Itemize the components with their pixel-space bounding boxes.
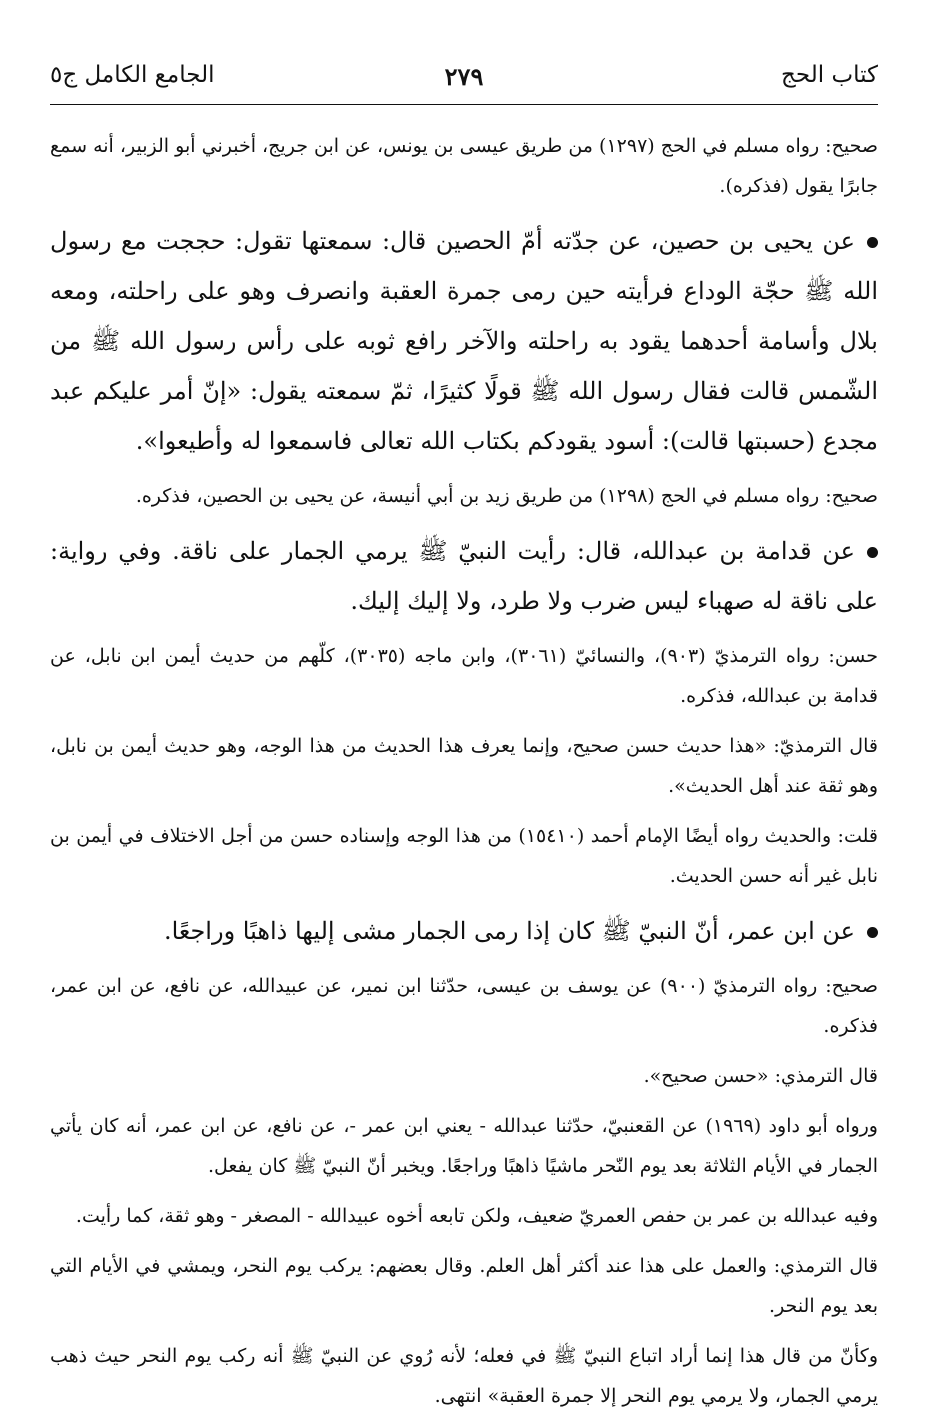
bullet-icon bbox=[867, 237, 878, 248]
paragraph-commentary: قال الترمذيّ: «هذا حديث حسن صحيح، وإنما يعرف هذا الحديث من هذا الوجه، وهو حديث أيمن بن نابل، وهو ثقة عند أهل الحديث». bbox=[50, 735, 878, 797]
bullet-icon bbox=[867, 927, 878, 938]
paragraph-commentary: قلت: والحديث رواه أيضًا الإمام أحمد (١٥٤١٠) من هذا الوجه وإسناده حسن من أجل الاختلاف في أيمن بن نابل غير أنه حسن الحديث. bbox=[50, 825, 878, 887]
paragraph-commentary: قال الترمذي: «حسن صحيح». bbox=[643, 1065, 878, 1087]
header-rule bbox=[50, 104, 878, 105]
paragraph-hadith bbox=[50, 216, 878, 466]
paragraph-commentary: ورواه أبو داود (١٩٦٩) عن القعنبيّ، حدّثنا عبدالله - يعني ابن عمر -، عن نافع، عن ابن عمر، أنه كان يأتي الجمار في الأيام الثلاثة بعد يوم النّحر ماشيًا ذاهبًا وراجعًا. ويخبر أنّ النبيّ ﷺ كان يفعل. bbox=[50, 1115, 878, 1177]
paragraph-commentary: قال الترمذي: والعمل على هذا عند أكثر أهل العلم. وقال بعضهم: يركب يوم النحر، ويمشي في الأيام التي بعد يوم النحر. bbox=[50, 1255, 878, 1317]
paragraph-commentary: وكأنّ من قال هذا إنما أراد اتباع النبيّ ﷺ في فعله؛ لأنه رُوي عن النبيّ ﷺ أنه ركب يوم النحر حيث ذهب يرمي الجمار، ولا يرمي يوم النحر إلا جمرة العقبة» انتهى. bbox=[50, 1345, 878, 1407]
paragraph-takhrij: صحيح: رواه مسلم في الحج (١٢٩٧) من طريق عيسى بن يونس، عن ابن جريج، أخبرني أبو الزبير، أنه سمع جابرًا يقول (فذكره). bbox=[50, 135, 878, 197]
section-title: كتاب الحج bbox=[781, 62, 878, 88]
page-header bbox=[50, 62, 878, 102]
bullet-icon bbox=[867, 547, 878, 558]
hadith-text: عن ابن عمر، أنّ النبيّ ﷺ كان إذا رمى الجمار مشى إليها ذاهبًا وراجعًا. bbox=[163, 917, 855, 945]
paragraph-commentary: وفيه عبدالله بن عمر بن حفص العمريّ ضعيف، ولكن تابعه أخوه عبيدالله - المصغر - وهو ثقة، كما رأيت. bbox=[75, 1205, 878, 1227]
paragraph-hadith bbox=[50, 526, 878, 626]
paragraph-takhrij: صحيح: رواه الترمذيّ (٩٠٠) عن يوسف بن عيسى، حدّثنا ابن نمير، عن عبيدالله، عن نافع، عن ابن عمر، فذكره. bbox=[50, 975, 878, 1037]
paragraph-takhrij: صحيح: رواه مسلم في الحج (١٢٩٨) من طريق زيد بن أبي أنيسة، عن يحيى بن الحصين، فذكره. bbox=[135, 485, 878, 507]
hadith-text: عن قدامة بن عبدالله، قال: رأيت النبيّ ﷺ يرمي الجمار على ناقة. وفي رواية: على ناقة له صهباء ليس ضرب ولا طرد، ولا إليك إليك. bbox=[50, 537, 878, 615]
paragraph-hadith bbox=[50, 906, 878, 956]
paragraph-takhrij: حسن: رواه الترمذيّ (٩٠٣)، والنسائيّ (٣٠٦١)، وابن ماجه (٣٠٣٥)، كلّهم من حديث أيمن ابن نابل، عن قدامة بن عبدالله، فذكره. bbox=[50, 645, 878, 707]
page-body bbox=[50, 126, 878, 1426]
book-page bbox=[50, 0, 878, 1407]
page-number: ٢٧٩ bbox=[444, 62, 484, 91]
hadith-text: عن يحيى بن حصين، عن جدّته أمّ الحصين قال: سمعتها تقول: حججت مع رسول الله ﷺ حجّة الوداع فرأيته حين رمى جمرة العقبة وانصرف وهو على راحلته، ومعه بلال وأسامة أحدهما يقود به راحلته والآخر رافع ثوبه على رأس رسول الله ﷺ من الشّمس قالت فقال رسول الله ﷺ قولًا كثيرًا، ثمّ سمعته يقول: «إنّ أمر عليكم عبد مجدع (حسبتها قالت): أسود يقودكم بكتاب الله تعالى فاسمعوا له وأطيعوا». bbox=[50, 227, 878, 455]
book-title: الجامع الكامل ج٥ bbox=[50, 62, 215, 88]
